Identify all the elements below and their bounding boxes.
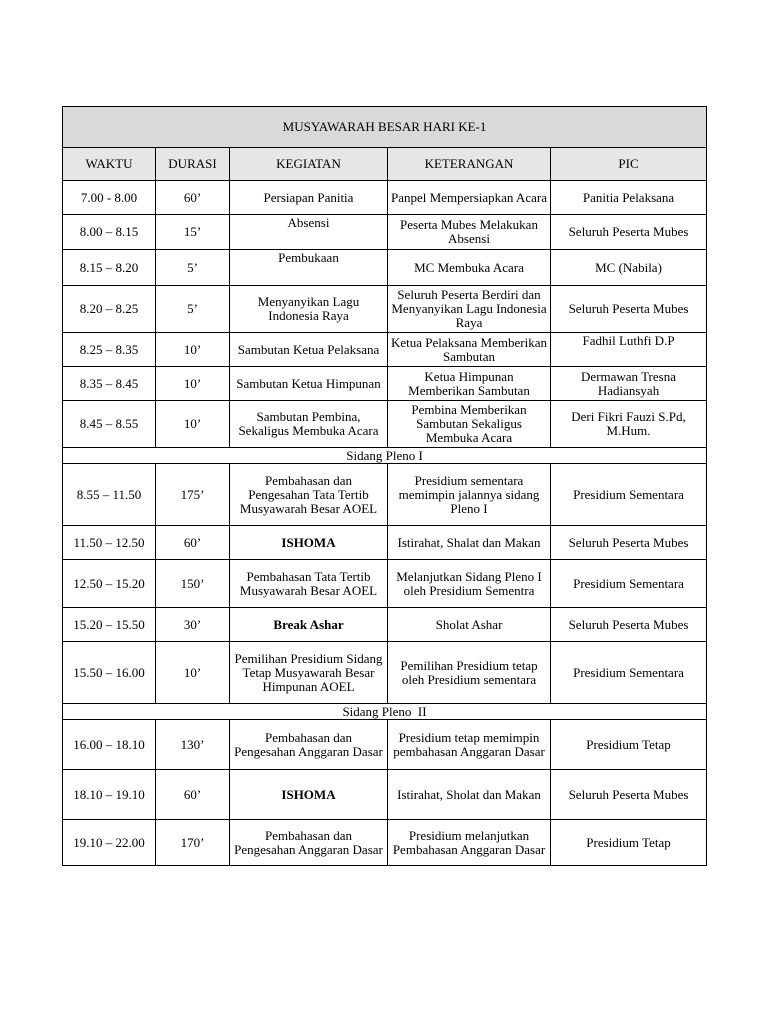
- cell-waktu: 7.00 - 8.00: [63, 181, 156, 215]
- cell-pic: Presidium Sementara: [551, 464, 707, 526]
- schedule-table: [62, 106, 707, 866]
- cell-waktu: 16.00 – 18.10: [63, 720, 156, 770]
- title-row: [63, 107, 707, 148]
- cell-pic: Panitia Pelaksana: [551, 181, 707, 215]
- table-row: [63, 560, 707, 608]
- cell-keterangan: Melanjutkan Sidang Pleno I oleh Presidium Sementra: [388, 560, 551, 608]
- cell-pic: Seluruh Peserta Mubes: [551, 215, 707, 250]
- cell-waktu: 18.10 – 19.10: [63, 770, 156, 820]
- table-row: [63, 286, 707, 333]
- cell-kegiatan: Absensi: [230, 215, 388, 250]
- cell-waktu: 8.25 – 8.35: [63, 333, 156, 367]
- header-durasi: DURASI: [156, 148, 230, 181]
- cell-durasi: 60’: [156, 181, 230, 215]
- cell-durasi: 15’: [156, 215, 230, 250]
- table-row: [63, 401, 707, 448]
- cell-kegiatan: Pembahasan dan Pengesahan Anggaran Dasar: [230, 720, 388, 770]
- cell-waktu: 8.20 – 8.25: [63, 286, 156, 333]
- cell-waktu: 8.55 – 11.50: [63, 464, 156, 526]
- cell-pic: Deri Fikri Fauzi S.Pd, M.Hum.: [551, 401, 707, 448]
- cell-keterangan: Panpel Mempersiapkan Acara: [388, 181, 551, 215]
- cell-kegiatan: Sambutan Pembina, Sekaligus Membuka Acara: [230, 401, 388, 448]
- cell-durasi: 170’: [156, 820, 230, 866]
- cell-durasi: 150’: [156, 560, 230, 608]
- table-row: [63, 720, 707, 770]
- cell-pic: Dermawan Tresna Hadiansyah: [551, 367, 707, 401]
- cell-kegiatan: ISHOMA: [230, 770, 388, 820]
- cell-pic: MC (Nabila): [551, 250, 707, 286]
- cell-kegiatan: Pembahasan Tata Tertib Musyawarah Besar AOEL: [230, 560, 388, 608]
- table-row: [63, 820, 707, 866]
- cell-waktu: 12.50 – 15.20: [63, 560, 156, 608]
- cell-waktu: 15.50 – 16.00: [63, 642, 156, 704]
- cell-keterangan: Peserta Mubes Melakukan Absensi: [388, 215, 551, 250]
- cell-kegiatan: Sambutan Ketua Pelaksana: [230, 333, 388, 367]
- cell-keterangan: Sholat Ashar: [388, 608, 551, 642]
- header-keterangan: KETERANGAN: [388, 148, 551, 181]
- header-row: [63, 148, 707, 181]
- cell-durasi: 10’: [156, 333, 230, 367]
- cell-pic: Seluruh Peserta Mubes: [551, 526, 707, 560]
- table-row: [63, 181, 707, 215]
- cell-pic: Seluruh Peserta Mubes: [551, 286, 707, 333]
- cell-kegiatan: Pembukaan: [230, 250, 388, 286]
- cell-durasi: 5’: [156, 250, 230, 286]
- table-row: [63, 642, 707, 704]
- cell-keterangan: Seluruh Peserta Berdiri dan Menyanyikan Lagu Indonesia Raya: [388, 286, 551, 333]
- table-row: [63, 526, 707, 560]
- cell-keterangan: Istirahat, Sholat dan Makan: [388, 770, 551, 820]
- header-kegiatan: KEGIATAN: [230, 148, 388, 181]
- cell-keterangan: MC Membuka Acara: [388, 250, 551, 286]
- cell-keterangan: Istirahat, Shalat dan Makan: [388, 526, 551, 560]
- cell-pic: Presidium Tetap: [551, 720, 707, 770]
- cell-kegiatan: Pembahasan dan Pengesahan Tata Tertib Musyawarah Besar AOEL: [230, 464, 388, 526]
- cell-durasi: 10’: [156, 401, 230, 448]
- cell-pic: Presidium Sementara: [551, 560, 707, 608]
- cell-keterangan: Presidium sementara memimpin jalannya sidang Pleno I: [388, 464, 551, 526]
- cell-pic: Fadhil Luthfi D.P: [551, 333, 707, 367]
- table-row: [63, 215, 707, 250]
- cell-kegiatan: Sambutan Ketua Himpunan: [230, 367, 388, 401]
- cell-durasi: 60’: [156, 526, 230, 560]
- header-pic: PIC: [551, 148, 707, 181]
- section-title: Sidang Pleno I: [63, 448, 707, 464]
- cell-durasi: 130’: [156, 720, 230, 770]
- table-row: [63, 333, 707, 367]
- cell-pic: Seluruh Peserta Mubes: [551, 608, 707, 642]
- cell-waktu: 11.50 – 12.50: [63, 526, 156, 560]
- cell-durasi: 5’: [156, 286, 230, 333]
- table-row: [63, 608, 707, 642]
- cell-durasi: 10’: [156, 367, 230, 401]
- cell-waktu: 15.20 – 15.50: [63, 608, 156, 642]
- table-row: [63, 770, 707, 820]
- cell-waktu: 19.10 – 22.00: [63, 820, 156, 866]
- cell-keterangan: Pembina Memberikan Sambutan Sekaligus Membuka Acara: [388, 401, 551, 448]
- cell-pic: Presidium Tetap: [551, 820, 707, 866]
- cell-keterangan: Pemilihan Presidium tetap oleh Presidium sementara: [388, 642, 551, 704]
- section-row: [63, 704, 707, 720]
- cell-pic: Presidium Sementara: [551, 642, 707, 704]
- table-row: [63, 367, 707, 401]
- cell-waktu: 8.45 – 8.55: [63, 401, 156, 448]
- table-row: [63, 250, 707, 286]
- header-waktu: WAKTU: [63, 148, 156, 181]
- cell-kegiatan: Break Ashar: [230, 608, 388, 642]
- cell-durasi: 175’: [156, 464, 230, 526]
- cell-kegiatan: Pemilihan Presidium Sidang Tetap Musyawarah Besar Himpunan AOEL: [230, 642, 388, 704]
- cell-durasi: 30’: [156, 608, 230, 642]
- cell-keterangan: Ketua Himpunan Memberikan Sambutan: [388, 367, 551, 401]
- table-row: [63, 464, 707, 526]
- cell-kegiatan: Pembahasan dan Pengesahan Anggaran Dasar: [230, 820, 388, 866]
- cell-pic: Seluruh Peserta Mubes: [551, 770, 707, 820]
- cell-waktu: 8.15 – 8.20: [63, 250, 156, 286]
- section-title: Sidang Pleno II: [63, 704, 707, 720]
- section-row: [63, 448, 707, 464]
- cell-durasi: 10’: [156, 642, 230, 704]
- cell-kegiatan: ISHOMA: [230, 526, 388, 560]
- cell-keterangan: Presidium melanjutkan Pembahasan Anggaran Dasar: [388, 820, 551, 866]
- cell-waktu: 8.35 – 8.45: [63, 367, 156, 401]
- cell-kegiatan: Persiapan Panitia: [230, 181, 388, 215]
- table-title: MUSYAWARAH BESAR HARI KE-1: [63, 107, 707, 148]
- cell-durasi: 60’: [156, 770, 230, 820]
- cell-waktu: 8.00 – 8.15: [63, 215, 156, 250]
- cell-keterangan: Ketua Pelaksana Memberikan Sambutan: [388, 333, 551, 367]
- cell-kegiatan: Menyanyikan Lagu Indonesia Raya: [230, 286, 388, 333]
- cell-keterangan: Presidium tetap memimpin pembahasan Anggaran Dasar: [388, 720, 551, 770]
